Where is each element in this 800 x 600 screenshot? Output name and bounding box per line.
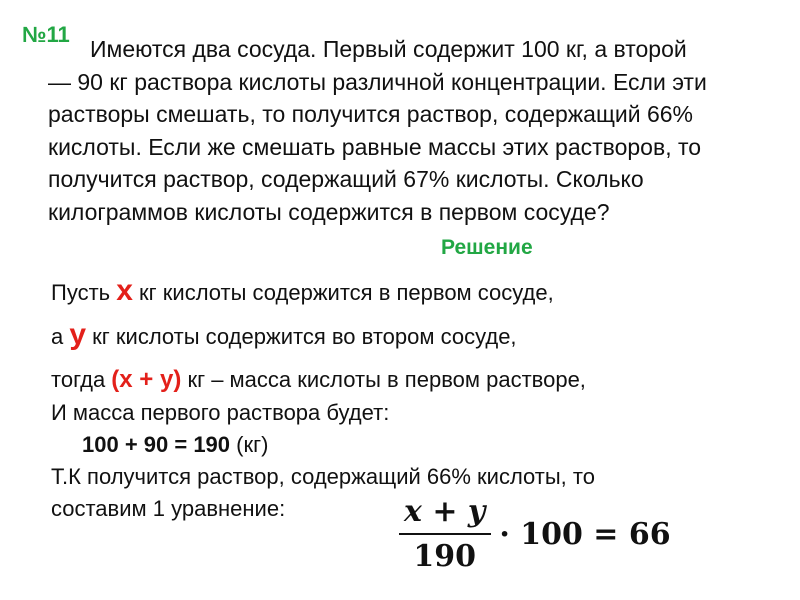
solution-line-6: Т.К получится раствор, содержащий 66% кислоты, то	[51, 464, 595, 489]
solution-line-3	[51, 366, 586, 394]
fraction-numerator: x + y	[404, 494, 486, 529]
solution-heading: Решение	[441, 236, 533, 259]
problem-first-line: Имеются два сосуда. Первый содержит 100 кг, а второй	[90, 36, 687, 62]
problem-text	[48, 33, 788, 228]
mass-expression: 100 + 90 = 190	[82, 432, 231, 457]
equation	[398, 494, 671, 574]
equation-rest: · 100 = 66	[499, 516, 671, 552]
solution-line-1	[51, 274, 554, 308]
fraction	[398, 494, 491, 574]
solution-line-2	[51, 318, 517, 352]
mass-unit: (кг)	[230, 432, 269, 457]
fraction-denominator: 190	[413, 539, 476, 574]
line2-post: кг кислоты содержится во втором сосуде,	[86, 324, 517, 349]
problem-body: — 90 кг раствора кислоты различной концентрации. Если эти растворы смешать, то получится раствор, содержащий 66% кислоты. Если же смешать равные массы этих растворов, то получится раствор, содержащий 67% кислоты. Сколько килограммов кислоты содержится в первом сосуде?	[48, 68, 707, 225]
solution-line-7: составим 1 уравнение:	[51, 496, 286, 521]
line1-pre: Пусть	[51, 280, 117, 305]
line3-post: кг – масса кислоты в первом растворе,	[181, 367, 586, 392]
solution-line-5	[82, 432, 268, 458]
line2-pre: а	[51, 324, 70, 349]
variable-y: у	[69, 318, 87, 351]
solution-line-4: И масса первого раствора будет:	[51, 400, 390, 425]
problem-number: №11	[22, 22, 70, 47]
sum-expression: (x + y)	[111, 366, 182, 393]
variable-x: x	[116, 274, 133, 307]
line3-pre: тогда	[51, 367, 112, 392]
line1-post: кг кислоты содержится в первом сосуде,	[132, 280, 554, 305]
